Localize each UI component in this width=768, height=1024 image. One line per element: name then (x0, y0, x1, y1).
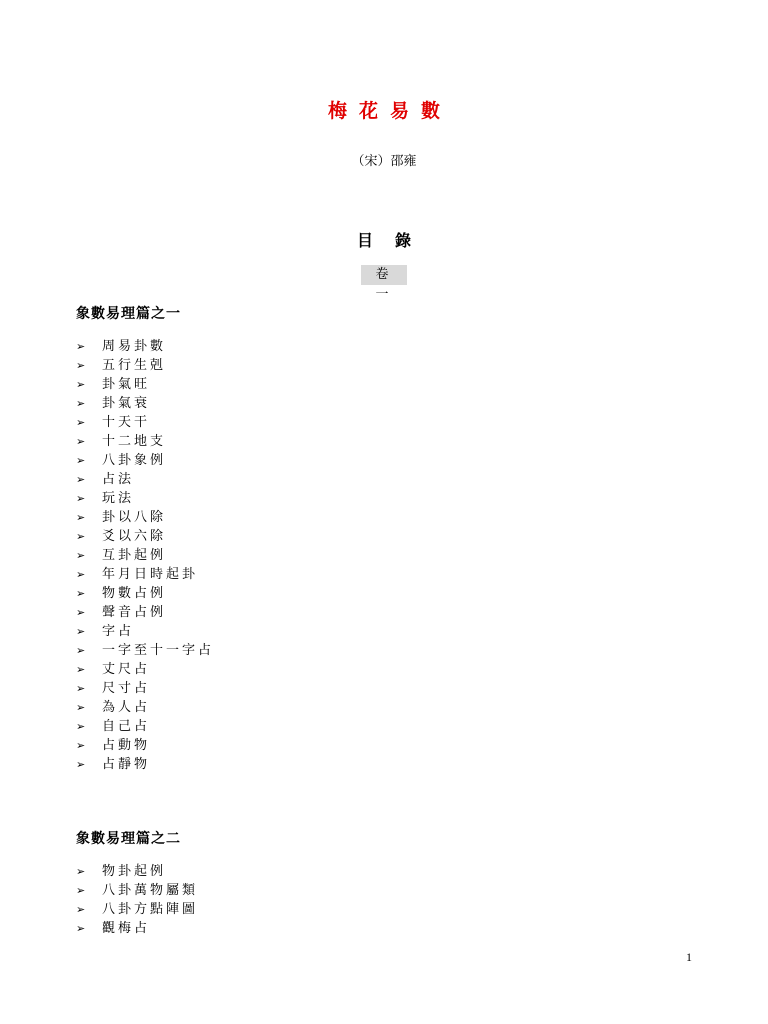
arrow-bullet-icon: ➢ (76, 625, 86, 638)
toc-item (76, 432, 214, 451)
arrow-bullet-icon: ➢ (76, 340, 86, 353)
toc-item-label: 卦氣旺 (102, 377, 151, 392)
toc-item-label: 自己占 (102, 719, 151, 734)
toc-item-label: 玩法 (102, 491, 135, 506)
toc-item-label: 占動物 (102, 738, 151, 753)
toc-item (76, 736, 214, 755)
toc-item (76, 698, 214, 717)
section-heading-2: 象數易理篇之二 (76, 831, 181, 847)
toc-item-label: 周易卦數 (102, 339, 167, 354)
toc-item (76, 527, 214, 546)
toc-item-label: 一字至十一字占 (102, 643, 215, 658)
volume-label: 卷 一 (361, 265, 407, 285)
arrow-bullet-icon: ➢ (76, 587, 86, 600)
toc-item (76, 565, 214, 584)
toc-item (76, 584, 214, 603)
section-1-item-list (76, 337, 214, 774)
toc-item (76, 755, 214, 774)
arrow-bullet-icon: ➢ (76, 682, 86, 695)
toc-item (76, 470, 214, 489)
toc-item-label: 丈尺占 (102, 662, 151, 677)
toc-item-label: 年月日時起卦 (102, 567, 199, 582)
toc-item-label: 尺寸占 (102, 681, 151, 696)
arrow-bullet-icon: ➢ (76, 378, 86, 391)
document-title: 梅花易數 (327, 100, 452, 122)
toc-item-label: 爻以六除 (102, 529, 167, 544)
toc-item-label: 十二地支 (102, 434, 167, 449)
toc-item (76, 717, 214, 736)
arrow-bullet-icon: ➢ (76, 568, 86, 581)
arrow-bullet-icon: ➢ (76, 454, 86, 467)
arrow-bullet-icon: ➢ (76, 720, 86, 733)
toc-item-label: 為人占 (102, 700, 151, 715)
toc-item (76, 451, 214, 470)
toc-item-label: 卦以八除 (102, 510, 167, 525)
toc-item-label: 十天干 (102, 415, 151, 430)
arrow-bullet-icon: ➢ (76, 884, 86, 897)
toc-item (76, 622, 214, 641)
toc-item-label: 物數占例 (102, 586, 167, 601)
arrow-bullet-icon: ➢ (76, 739, 86, 752)
arrow-bullet-icon: ➢ (76, 549, 86, 562)
toc-item (76, 356, 214, 375)
arrow-bullet-icon: ➢ (76, 663, 86, 676)
arrow-bullet-icon: ➢ (76, 865, 86, 878)
toc-item-label: 聲音占例 (102, 605, 167, 620)
arrow-bullet-icon: ➢ (76, 701, 86, 714)
toc-item-label: 觀梅占 (102, 921, 151, 936)
toc-item (76, 413, 214, 432)
page-number: 1 (686, 950, 692, 964)
arrow-bullet-icon: ➢ (76, 492, 86, 505)
toc-item (76, 919, 198, 938)
toc-item (76, 375, 214, 394)
toc-heading: 目錄 (356, 231, 433, 250)
toc-item (76, 900, 198, 919)
arrow-bullet-icon: ➢ (76, 903, 86, 916)
toc-item-label: 卦氣衰 (102, 396, 151, 411)
arrow-bullet-icon: ➢ (76, 758, 86, 771)
toc-item (76, 679, 214, 698)
arrow-bullet-icon: ➢ (76, 359, 86, 372)
toc-item (76, 641, 214, 660)
toc-item (76, 508, 214, 527)
toc-item (76, 394, 214, 413)
section-heading-1: 象數易理篇之一 (76, 306, 181, 322)
section-2-item-list (76, 862, 198, 938)
arrow-bullet-icon: ➢ (76, 473, 86, 486)
toc-item-label: 八卦象例 (102, 453, 167, 468)
toc-item (76, 881, 198, 900)
toc-item-label: 占法 (102, 472, 135, 487)
toc-item-label: 五行生剋 (102, 358, 167, 373)
toc-item (76, 660, 214, 679)
toc-item-label: 互卦起例 (102, 548, 167, 563)
toc-item-label: 占靜物 (102, 757, 151, 772)
toc-item-label: 物卦起例 (102, 864, 167, 879)
arrow-bullet-icon: ➢ (76, 416, 86, 429)
toc-item (76, 546, 214, 565)
toc-item (76, 489, 214, 508)
arrow-bullet-icon: ➢ (76, 397, 86, 410)
toc-item (76, 337, 214, 356)
arrow-bullet-icon: ➢ (76, 606, 86, 619)
arrow-bullet-icon: ➢ (76, 644, 86, 657)
toc-item (76, 603, 214, 622)
toc-item-label: 字占 (102, 624, 135, 639)
arrow-bullet-icon: ➢ (76, 435, 86, 448)
arrow-bullet-icon: ➢ (76, 511, 86, 524)
arrow-bullet-icon: ➢ (76, 530, 86, 543)
toc-item (76, 862, 198, 881)
toc-item-label: 八卦萬物屬類 (102, 883, 199, 898)
author-line: （宋）邵雍 (351, 154, 417, 169)
toc-item-label: 八卦方點陣圖 (102, 902, 199, 917)
arrow-bullet-icon: ➢ (76, 922, 86, 935)
